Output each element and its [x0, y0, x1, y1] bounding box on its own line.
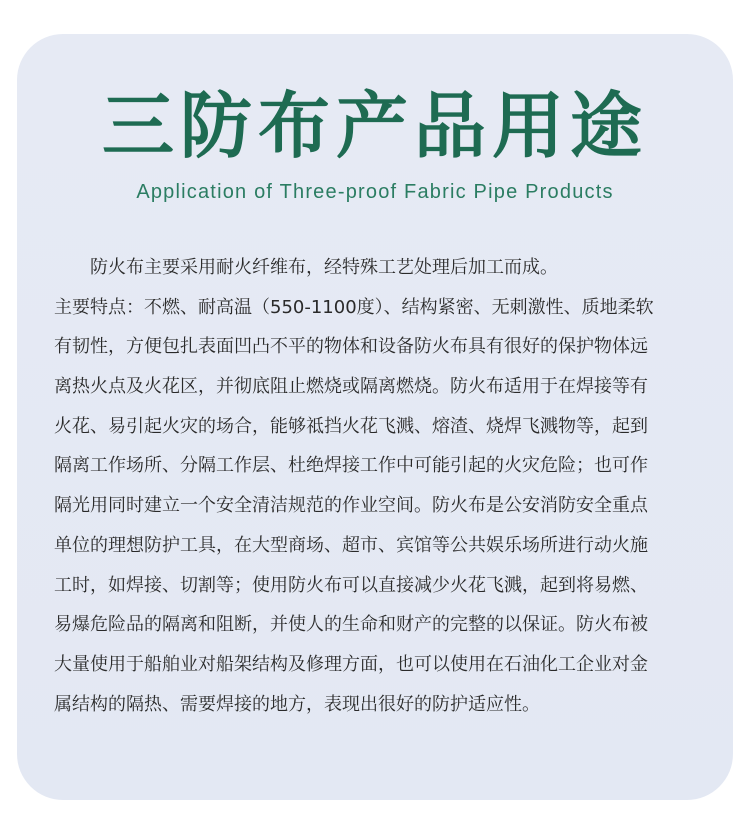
- body-line: 有韧性，方便包扎表面凹凸不平的物体和设备防火布具有很好的保护物体远: [54, 336, 648, 358]
- body-line: 属结构的隔热、需要焊接的地方，表现出很好的防护适应性。: [54, 693, 540, 715]
- body-line: 工时，如焊接、切割等；使用防火布可以直接减少火花飞溅，起到将易燃、: [54, 574, 648, 596]
- body-line: 火花、易引起火灾的场合，能够祗挡火花飞溅、熔渣、烧焊飞溅物等，起到: [54, 415, 648, 437]
- body-line: 隔光用同时建立一个安全清洁规范的作业空间。防火布是公安消防安全重点: [54, 495, 648, 517]
- body-line: 隔离工作场所、分隔工作层、杜绝焊接工作中可能引起的火灾危险；也可作: [54, 455, 648, 477]
- body-line: 大量使用于船舶业对船架结构及修理方面，也可以使用在石油化工企业对金: [54, 653, 648, 675]
- body-line: 主要特点：不燃、耐高温（550-1100度）、结构紧密、无刺激性、质地柔软: [54, 296, 654, 318]
- page-subtitle: Application of Three-proof Fabric Pipe Products: [136, 181, 614, 203]
- body-line: 单位的理想防护工具，在大型商场、超市、宾馆等公共娱乐场所进行动火施: [54, 534, 648, 556]
- page-title: 三防布产品用途: [101, 83, 648, 168]
- body-line: 防火布主要采用耐火纤维布，经特殊工艺处理后加工而成。: [90, 257, 558, 278]
- body-line: 易爆危险品的隔离和阻断，并使人的生命和财产的完整的以保证。防火布被: [54, 614, 648, 636]
- description-body: [54, 248, 702, 724]
- body-line: 离热火点及火花区，并彻底阻止燃烧或隔离燃烧。防火布适用于在焊接等有: [54, 376, 648, 398]
